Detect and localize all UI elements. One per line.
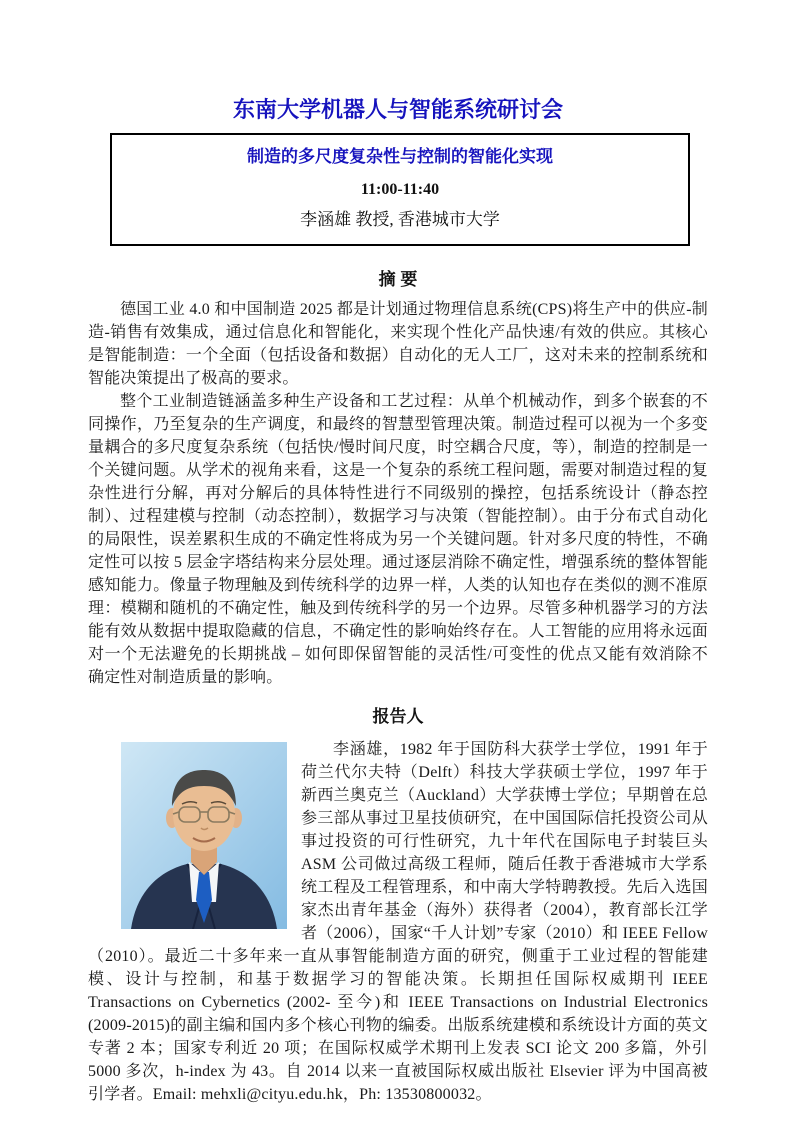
- speaker-heading: 报告人: [372, 707, 424, 726]
- talk-speaker: 李涵雄 教授, 香港城市大学: [300, 210, 500, 229]
- seminar-title: 东南大学机器人与智能系统研讨会: [232, 97, 563, 122]
- abstract-paragraph-1: 德国工业 4.0 和中国制造 2025 都是计划通过物理信息系统(CPS)将生产中的供应-制造-销售有效集成，通过信息化和智能化，来实现个性化产品快速/有效的供应。其核心是智能制造：一个全面（包括设备和数据）自动化的无人工厂，这对未来的控制系统和智能决策提出了极高的要求。: [88, 301, 708, 387]
- talk-time: 11:00-11:40: [360, 181, 440, 198]
- talk-info-box: [110, 133, 690, 246]
- speaker-photo: [121, 742, 287, 929]
- speaker-portrait-illustration: [121, 742, 287, 929]
- talk-title: 制造的多尺度复杂性与控制的智能化实现: [247, 147, 553, 166]
- speaker-bio-block: [88, 738, 708, 1106]
- abstract-paragraph-2: 整个工业制造链涵盖多种生产设备和工艺过程：从单个机械动作，到多个嵌套的不同操作，乃至复杂的生产调度，和最终的智慧型管理决策。制造过程可以视为一个多变量耦合的多尺度复杂系统（包括快/慢时间尺度，时空耦合尺度，等），制造的控制是一个关键问题。从学术的视角来看，这是一个复杂的系统工程问题，需要对制造过程的复杂性进行分解，再对分解后的具体特性进行不同级别的操控，包括系统设计（静态控制）、过程建模与控制（动态控制），数据学习与决策（智能控制）。由于分布式自动化的局限性，误差累积生成的不确定性将成为另一个关键问题。针对多尺度的特性，不确定性可以按 5 层金字塔结构来分层处理。通过逐层消除不确定性，增强系统的整体智能感知能力。像量子物理触及到传统科学的边界一样，人类的认知也存在类似的测不准原理：模糊和随机的不确定性，触及到传统科学的另一个边界。尽管多种机器学习的方法能有效从数据中提取隐藏的信息，不确定性的影响始终存在。人工智能的应用将永远面对一个无法避免的长期挑战 – 如何即保留智能的灵活性/可变性的优点又能有效消除不确定性对制造质量的影响。: [88, 393, 708, 686]
- abstract-heading: 摘 要: [378, 270, 418, 289]
- speaker-bio-text: 李涵雄，1982 年于国防科大获学士学位，1991 年于荷兰代尔夫特（Delft）科技大学获硕士学位，1997 年于新西兰奥克兰（Auckland）大学获博士学位；早期曾在总参三部从事过卫星技侦研究，在中国国际信托投资公司从事过投资的可行性研究，九十年代在国际电子封装巨头 ASM 公司做过高级工程师，随后任教于香港城市大学系统工程及工程管理系，和中南大学特聘教授。先后入选国家杰出青年基金（海外）获得者（2004），教育部长江学者（2006），国家“千人计划”专家（2010）和 IEEE Fellow （2010）。最近二十多年来一直从事智能制造方面的研究，侧重于工业过程的智能建模、设计与控制，和基于数据学习的智能决策。长期担任国际权威期刊 IEEE Transactions on Cybernetics (2002- 至今)和 IEEE Transactions on Industrial Electronics (2009-2015)的副主编和国内多个核心刊物的编委。出版系统建模和系统设计方面的英文专著 2 本；国家专利近 20 项；在国际权威学术期刊上发表 SCI 论文 200 多篇，外引 5000 多次，h-index 为 43。自 2014 以来一直被国际权威出版社 Elsevier 评为中国高被引学者。Email: mehxli@cityu.edu.hk，Ph: 13530800032。: [88, 741, 708, 1103]
